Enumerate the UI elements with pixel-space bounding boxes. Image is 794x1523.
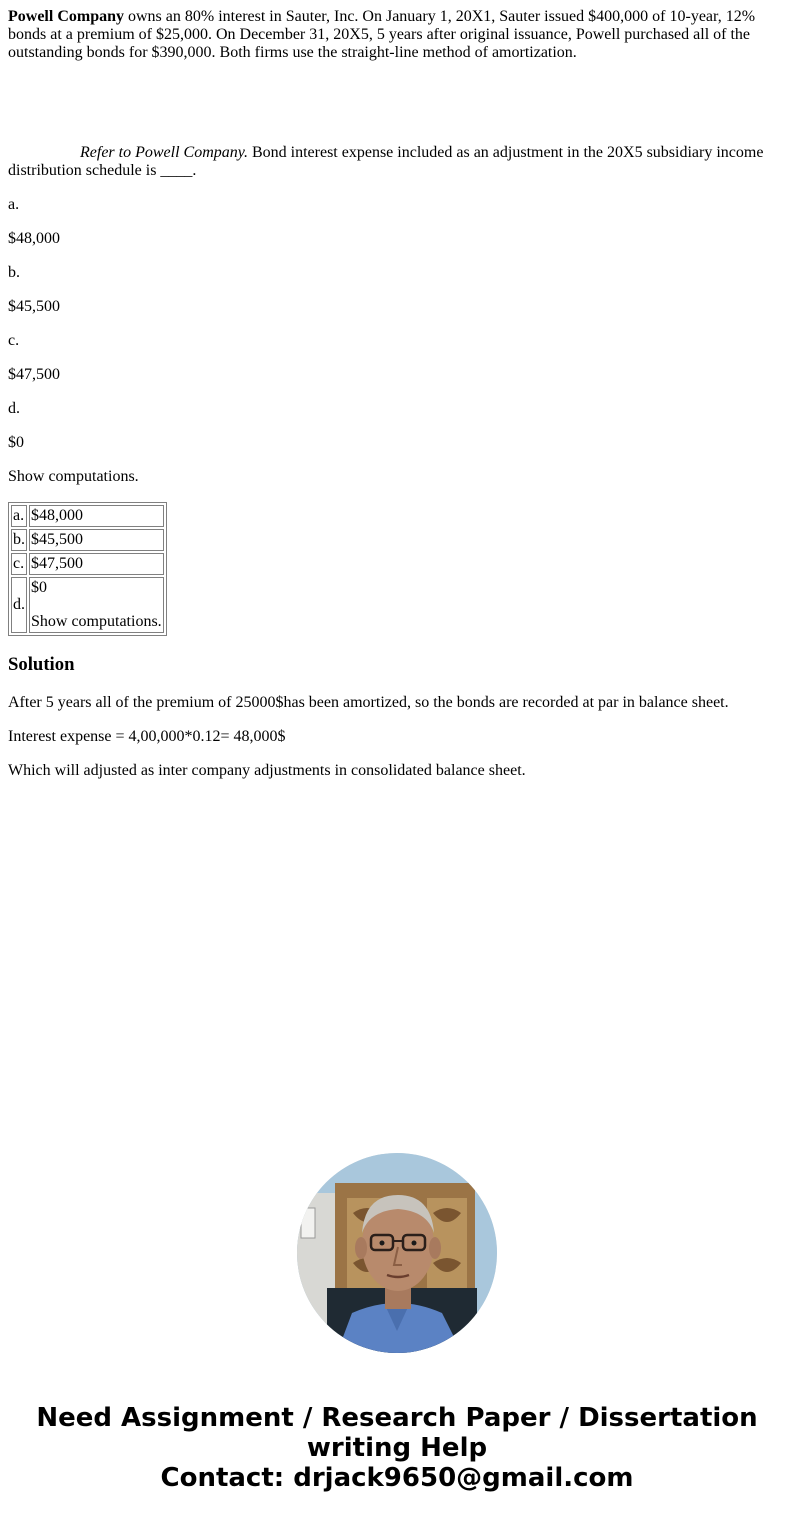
- table-cell-letter: c.: [11, 553, 27, 575]
- table-cell-value: $47,500: [29, 553, 164, 575]
- show-computations-text: Show computations.: [8, 468, 139, 485]
- option-letter-b: b.: [8, 264, 20, 281]
- option-letter-d: d.: [8, 400, 20, 417]
- table-cell-value: $45,500: [29, 529, 164, 551]
- option-value-d: $0: [8, 434, 24, 451]
- table-row: [11, 553, 164, 575]
- promo-contact: Contact: drjack9650@gmail.com: [160, 1463, 634, 1493]
- question-stem: [8, 8, 786, 62]
- table-cell-letter: b.: [11, 529, 27, 551]
- table-cell-show-computations: Show computations.: [31, 613, 162, 630]
- company-name: Powell Company: [8, 8, 124, 25]
- solution-line: Which will adjusted as inter company adjustments in consolidated balance sheet.: [8, 762, 526, 779]
- author-avatar: [297, 1153, 497, 1353]
- table-row: [11, 577, 164, 633]
- option-value-b: $45,500: [8, 298, 60, 315]
- solution-title: Solution: [8, 654, 75, 675]
- option-letter-c: c.: [8, 332, 20, 349]
- author-portrait-image: [297, 1153, 497, 1353]
- option-letter-a: a.: [8, 196, 20, 213]
- question-prompt: [8, 144, 786, 180]
- table-row: [11, 529, 164, 551]
- options-table: [8, 502, 167, 636]
- option-value-c: $47,500: [8, 366, 60, 383]
- promo-line-1: Need Assignment / Research Paper / Dissertation: [36, 1403, 758, 1433]
- prompt-text: Bond interest expense included as an adjustment in the 20X5 subsidiary income distribution schedule is ____.: [8, 144, 764, 179]
- table-cell-letter: a.: [11, 505, 27, 527]
- refer-text: Refer to Powell Company.: [80, 144, 248, 161]
- table-cell-value: [29, 577, 164, 633]
- table-cell-value: $48,000: [29, 505, 164, 527]
- option-value-a: $48,000: [8, 230, 60, 247]
- solution-line: Interest expense = 4,00,000*0.12= 48,000$: [8, 728, 286, 745]
- promo-line-2: writing Help: [306, 1433, 488, 1463]
- question-stem-text: owns an 80% interest in Sauter, Inc. On January 1, 20X1, Sauter issued $400,000 of 10-year, 12% bonds at a premium of $25,000. On December 31, 20X5, 5 years after original issuance, Powell purchased all of the outstanding bonds for $390,000. Both firms use the straight-line method of amortization.: [8, 8, 756, 61]
- table-row: [11, 505, 164, 527]
- table-cell-value-text: $0: [31, 579, 47, 596]
- promo-banner: [0, 1403, 794, 1493]
- solution-line: After 5 years all of the premium of 25000$has been amortized, so the bonds are recorded at par in balance sheet.: [8, 694, 729, 711]
- table-cell-letter: d.: [11, 577, 27, 633]
- document-body: [8, 0, 786, 796]
